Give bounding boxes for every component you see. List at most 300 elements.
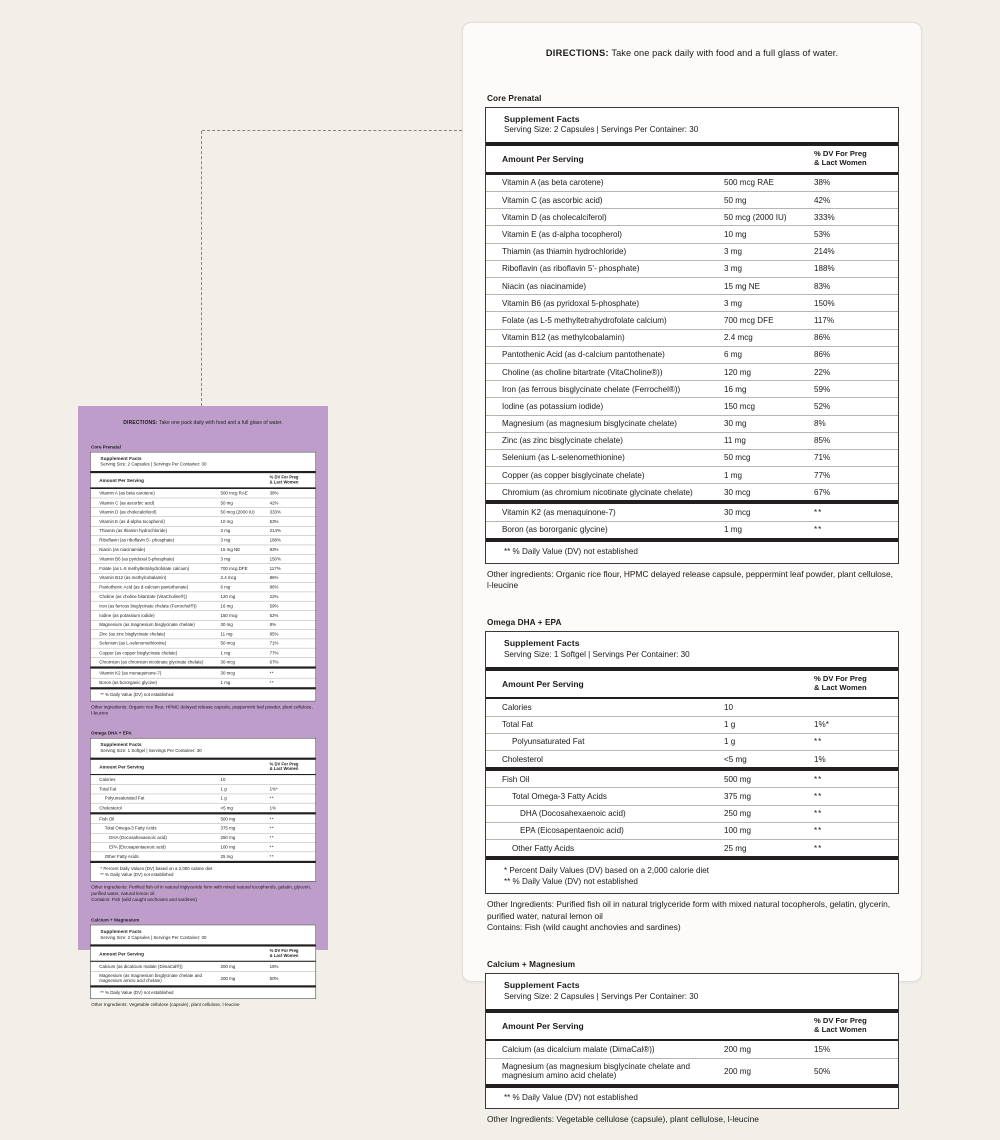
nutrient-amount: 120 mg [219, 592, 268, 601]
nutrient-daily-value [812, 699, 898, 716]
nutrient-name: Vitamin D (as cholecalciferol) [91, 507, 220, 516]
nutrient-amount: 50 mg [219, 498, 268, 507]
nutrient-daily-value: 8% [269, 620, 316, 629]
nutrient-amount: 30 mcg [220, 670, 236, 676]
facts-footnotes-1 [486, 860, 898, 892]
directions-label: DIRECTIONS: [545, 48, 609, 58]
table-row [486, 1041, 898, 1058]
nutrient-amount: 15 mg NE [219, 545, 268, 554]
nutrient-table-2 [486, 1041, 898, 1083]
nutrient-daily-value: 86% [812, 329, 898, 346]
nutrient-name: Other Fatty Acids [91, 852, 220, 861]
nutrient-name: Pantothenic Acid (as d-calcium pantothenate) [91, 583, 220, 592]
table-row [486, 363, 898, 380]
nutrient-name: Fish Oil [502, 774, 530, 784]
serving-info: Serving Size: 2 Capsules | Servings Per Container: 30 [504, 125, 699, 135]
supplement-facts-table-2 [485, 973, 899, 1109]
nutrient-name: Thiamin (as thiamin hydrochloride) [91, 526, 220, 535]
directions-text: DIRECTIONS: Take one pack daily with food and a full glass of water. [123, 419, 283, 426]
nutrient-name: Iron (as ferrous bisglycinate chelate (Ferrochel®)) [91, 601, 220, 610]
nutrient-table-secondary-0 [91, 669, 316, 687]
table-row [91, 639, 316, 648]
nutrient-daily-value: ** [812, 521, 898, 538]
supplement-facts-table-1 [90, 738, 316, 881]
table-row [91, 833, 316, 842]
nutrient-name: Magnesium (as magnesium bisglycinate chelate and magnesium amino acid chelate) [486, 1058, 722, 1084]
nutrient-name: Calcium (as dicalcium malate (DimaCal®)) [99, 963, 183, 969]
nutrient-daily-value: 38% [814, 178, 831, 188]
nutrient-name: Total Fat [91, 784, 220, 793]
footnote: ** % Daily Value (DV) not established [100, 990, 174, 996]
nutrient-amount: 1 g [722, 733, 812, 750]
nutrient-daily-value: 150% [269, 554, 316, 563]
nutrient-daily-value: 42% [269, 498, 316, 507]
column-spacer [722, 1013, 812, 1039]
nutrient-name: Vitamin A (as beta carotene) [99, 490, 155, 496]
section-title-0: Core Prenatal [487, 93, 542, 103]
section-title-1: Omega DHA + EPA [91, 731, 132, 737]
nutrient-amount: 16 mg [219, 601, 268, 610]
nutrient-daily-value: 333% [269, 507, 316, 516]
nutrient-name: Magnesium (as magnesium bisglycinate chelate) [486, 415, 722, 432]
nutrient-name: Vitamin B12 (as methylcobalamin) [486, 329, 722, 346]
nutrient-name: Pantothenic Acid (as d-calcium pantothenate) [486, 346, 722, 363]
nutrient-amount: 120 mg [722, 363, 812, 380]
column-amount-per-serving: Amount Per Serving [502, 154, 584, 165]
supplement-label-sheet-thumb [78, 406, 328, 1016]
nutrient-daily-value [269, 775, 316, 784]
facts-title: Supplement Facts [100, 455, 142, 462]
nutrient-amount: 200 mg [724, 1044, 751, 1054]
column-amount-per-serving: Amount Per Serving [502, 678, 584, 689]
nutrient-name: Vitamin E (as d-alpha tocopherol) [486, 226, 722, 243]
footnote: * Percent Daily Values (DV) based on a 2,000 calorie diet [100, 866, 213, 871]
nutrient-amount: 700 mcg DFE [722, 312, 812, 329]
nutrient-amount: 6 mg [722, 346, 812, 363]
nutrient-amount: 1 g [219, 794, 268, 803]
nutrient-table-secondary-1 [91, 815, 316, 861]
section-title-1: Omega DHA + EPA [487, 618, 562, 628]
table-row [91, 611, 316, 620]
nutrient-name: Calories [502, 703, 532, 713]
nutrient-name: Iron (as ferrous bisglycinate chelate (Ferrochel®)) [486, 381, 722, 398]
table-row [486, 750, 898, 767]
table-row [91, 573, 316, 582]
nutrient-daily-value: 85% [812, 432, 898, 449]
nutrient-daily-value: 86% [269, 583, 316, 592]
nutrient-amount: <5 mg [722, 750, 812, 767]
nutrient-name: Magnesium (as magnesium bisglycinate chelate and magnesium amino acid chelate) [91, 971, 220, 985]
table-row [91, 784, 316, 793]
nutrient-daily-value: 67% [812, 484, 898, 501]
nutrient-table-head-2 [91, 946, 316, 960]
nutrient-daily-value: 1% [269, 803, 316, 812]
nutrient-daily-value: 188% [269, 536, 316, 545]
nutrient-daily-value: 83% [812, 278, 898, 295]
table-row [486, 260, 898, 277]
nutrient-amount: 375 mg [219, 824, 268, 833]
nutrient-amount: 3 mg [219, 536, 268, 545]
nutrient-daily-value: ** [269, 678, 316, 687]
table-row [91, 507, 316, 516]
table-row [486, 381, 898, 398]
nutrient-amount: 50 mcg (2000 IU) [722, 209, 812, 226]
callout-connector-horizontal [202, 130, 462, 131]
nutrient-amount: 100 mg [722, 822, 812, 839]
nutrient-table-1 [91, 775, 316, 812]
nutrient-daily-value: ** [814, 774, 823, 784]
nutrient-table-head-1 [91, 760, 316, 774]
nutrient-amount: 1 g [219, 784, 268, 793]
facts-header-1 [486, 632, 898, 667]
nutrient-daily-value: ** [812, 839, 898, 856]
nutrient-name: Zinc (as zinc bisglycinate chelate) [91, 629, 220, 638]
column-daily-value: % DV For Preg & Lact Women [814, 673, 867, 692]
facts-footnotes-2 [486, 1088, 898, 1109]
nutrient-amount: 200 mg [220, 963, 236, 969]
nutrient-name: Vitamin B6 (as pyridoxal 5-phosphate) [486, 295, 722, 312]
nutrient-name: Calcium (as dicalcium malate (DimaCal®)) [502, 1044, 655, 1054]
facts-header-2 [91, 925, 316, 944]
nutrient-daily-value: 85% [269, 629, 316, 638]
table-row [91, 498, 316, 507]
facts-header-0 [91, 452, 316, 471]
nutrient-name: Calories [99, 777, 116, 783]
table-header-row [91, 760, 316, 774]
nutrient-name: Choline (as choline bitartrate (VitaCholine®)) [91, 592, 220, 601]
column-spacer [722, 146, 812, 172]
other-ingredients-0: Other ingredients: Organic rice flour, HPMC delayed release capsule, peppermint leaf powder, plant cellulose, l-leucine [91, 703, 313, 716]
nutrient-amount: 1 mg [722, 521, 812, 538]
table-header-row [91, 473, 316, 487]
table-row [91, 601, 316, 610]
supplement-label-sheet-main [463, 23, 921, 1140]
table-row [486, 839, 898, 856]
nutrient-daily-value: 86% [812, 346, 898, 363]
column-spacer [219, 473, 268, 487]
footnote: ** % Daily Value (DV) not established [100, 692, 174, 698]
nutrient-name: Folate (as L-5 methyltetrahydrofolate calcium) [486, 312, 722, 329]
nutrient-amount: 11 mg [219, 629, 268, 638]
table-row [486, 415, 898, 432]
table-row [91, 815, 316, 824]
nutrient-daily-value: ** [814, 508, 823, 518]
nutrient-amount: 30 mcg [724, 508, 751, 518]
nutrient-daily-value: 38% [269, 490, 279, 496]
nutrient-amount: <5 mg [219, 803, 268, 812]
table-row [486, 432, 898, 449]
nutrient-name: Polyunsaturated Fat [486, 733, 722, 750]
table-row [486, 398, 898, 415]
nutrient-daily-value: 117% [269, 564, 316, 573]
nutrient-name: Choline (as choline bitartrate (VitaCholine®)) [486, 363, 722, 380]
nutrient-daily-value: 52% [812, 398, 898, 415]
nutrient-name: Iodine (as potassium iodide) [91, 611, 220, 620]
nutrient-amount: 30 mcg [219, 658, 268, 667]
table-row [486, 226, 898, 243]
directions-text: DIRECTIONS: Take one pack daily with food and a full glass of water. [545, 48, 839, 58]
table-row [486, 771, 898, 788]
nutrient-amount: 50 mcg [722, 449, 812, 466]
table-row [486, 484, 898, 501]
nutrient-daily-value: 50% [812, 1058, 898, 1084]
nutrient-amount: 10 [220, 777, 226, 783]
other-ingredients-2: Other Ingredients: Vegetable cellulose (capsule), plant cellulose, l-leucine [91, 1001, 240, 1008]
nutrient-amount: 6 mg [219, 583, 268, 592]
nutrient-name: Copper (as copper bisglycinate chelate) [91, 648, 220, 657]
facts-header-2 [486, 974, 898, 1009]
serving-info: Serving Size: 1 Softgel | Servings Per Container: 30 [504, 650, 690, 659]
nutrient-name: Chromium (as chromium nicotinate glycinate chelate) [486, 484, 722, 501]
facts-footnotes-0 [91, 689, 316, 700]
nutrient-amount: 250 mg [722, 805, 812, 822]
nutrient-daily-value: 77% [812, 467, 898, 484]
nutrient-daily-value: 59% [269, 601, 316, 610]
nutrient-amount: 375 mg [722, 788, 812, 805]
table-row [486, 822, 898, 839]
thumbnail-label-content [78, 406, 328, 1008]
facts-title: Supplement Facts [504, 113, 580, 124]
nutrient-daily-value: ** [269, 852, 316, 861]
nutrient-name: Cholesterol [91, 803, 220, 812]
table-row [91, 545, 316, 554]
footnote: ** % Daily Value (DV) not established [100, 872, 174, 878]
footnote: ** % Daily Value (DV) not established [504, 547, 638, 557]
nutrient-amount: 30 mg [219, 620, 268, 629]
table-row [91, 775, 316, 784]
nutrient-name: Folate (as L-5 methyltetrahydrofolate calcium) [91, 564, 220, 573]
table-row [486, 312, 898, 329]
table-row [91, 803, 316, 812]
nutrient-amount: 16 mg [722, 381, 812, 398]
table-row [486, 209, 898, 226]
nutrient-name: Chromium (as chromium nicotinate glycinate chelate) [91, 658, 220, 667]
nutrient-table-head-0 [91, 473, 316, 487]
nutrient-table-secondary-0 [486, 504, 898, 537]
nutrient-name: Selenium (as L-selenomethionine) [91, 639, 220, 648]
table-row [91, 592, 316, 601]
supplement-facts-table-0 [485, 107, 899, 564]
table-row [91, 824, 316, 833]
nutrient-daily-value: ** [269, 833, 316, 842]
column-amount-per-serving: Amount Per Serving [502, 1020, 584, 1031]
column-spacer [722, 671, 812, 697]
nutrient-amount: 1 mg [219, 648, 268, 657]
table-row [91, 620, 316, 629]
section-title-2: Calcium + Magnesium [487, 960, 576, 970]
footnote: ** % Daily Value (DV) not established [504, 1093, 638, 1103]
nutrient-name: Vitamin D (as cholecalciferol) [486, 209, 722, 226]
nutrient-name: Niacin (as niacinamide) [486, 278, 722, 295]
nutrient-daily-value: 77% [269, 648, 316, 657]
nutrient-daily-value: 59% [812, 381, 898, 398]
nutrient-daily-value: 42% [812, 192, 898, 209]
serving-info: Serving Size: 2 Capsules | Servings Per Container: 30 [504, 991, 699, 1001]
nutrient-daily-value: 22% [812, 363, 898, 380]
nutrient-amount: 30 mg [722, 415, 812, 432]
facts-footnotes-2 [91, 987, 316, 998]
callout-connector-vertical [201, 131, 202, 406]
facts-header-1 [91, 739, 316, 758]
table-row [486, 449, 898, 466]
nutrient-name: Riboflavin (as riboflavin 5'- phosphate) [486, 260, 722, 277]
nutrient-amount: 150 mcg [219, 611, 268, 620]
table-row [486, 716, 898, 733]
thumbnail-preview-panel[interactable] [78, 406, 328, 1008]
serving-info: Serving Size: 2 Capsules | Servings Per Container: 30 [100, 461, 207, 467]
nutrient-amount: 50 mg [722, 192, 812, 209]
table-row [486, 504, 898, 521]
table-row [91, 526, 316, 535]
table-row [91, 962, 316, 971]
table-header-row [91, 946, 316, 960]
table-row [91, 794, 316, 803]
nutrient-amount: 25 mg [219, 852, 268, 861]
facts-header-0 [486, 108, 898, 143]
column-amount-per-serving: Amount Per Serving [99, 950, 144, 957]
nutrient-table-1 [486, 699, 898, 767]
nutrient-name: Vitamin A (as beta carotene) [502, 178, 604, 188]
nutrient-amount: 10 [724, 703, 734, 713]
table-row [486, 521, 898, 538]
facts-title: Supplement Facts [100, 928, 142, 935]
table-row [91, 629, 316, 638]
serving-info: Serving Size: 1 Softgel | Servings Per Container: 30 [100, 748, 202, 754]
table-row [91, 971, 316, 985]
facts-footnotes-1 [91, 863, 316, 881]
nutrient-daily-value: 1%* [812, 716, 898, 733]
nutrient-daily-value: 15% [814, 1044, 831, 1054]
nutrient-table-2 [91, 962, 316, 985]
table-row [486, 346, 898, 363]
nutrient-table-0 [486, 175, 898, 501]
column-daily-value: % DV For Preg & Lact Women [269, 761, 299, 772]
nutrient-daily-value: 214% [812, 243, 898, 260]
nutrient-name: Vitamin B6 (as pyridoxal 5-phosphate) [91, 554, 220, 563]
table-row [91, 678, 316, 687]
table-row [91, 852, 316, 861]
table-row [486, 733, 898, 750]
nutrient-amount: 500 mg [724, 774, 751, 784]
nutrient-daily-value: ** [812, 822, 898, 839]
table-row [486, 1058, 898, 1084]
nutrient-name: Thiamin (as thiamin hydrochloride) [486, 243, 722, 260]
footnote: * Percent Daily Values (DV) based on a 2,000 calorie diet [504, 865, 710, 875]
table-row [486, 278, 898, 295]
column-daily-value: % DV For Preg & Lact Women [269, 475, 299, 485]
table-row [486, 805, 898, 822]
column-amount-per-serving: Amount Per Serving [99, 764, 144, 770]
nutrient-daily-value: 150% [812, 295, 898, 312]
nutrient-name: Vitamin E (as d-alpha tocopherol) [91, 517, 220, 526]
table-row [486, 467, 898, 484]
nutrient-name: Cholesterol [486, 750, 722, 767]
nutrient-amount: 1 g [722, 716, 812, 733]
nutrient-amount: 150 mcg [722, 398, 812, 415]
nutrient-name: Boron (as bororganic glycine) [486, 521, 722, 538]
nutrient-daily-value: 117% [812, 312, 898, 329]
nutrient-daily-value: ** [812, 733, 898, 750]
nutrient-daily-value: 53% [812, 226, 898, 243]
nutrient-amount: 500 mcg RAE [724, 178, 774, 188]
table-header-row [486, 146, 898, 172]
nutrient-amount: 1 mg [219, 678, 268, 687]
facts-footnotes-0 [486, 542, 898, 563]
supplement-facts-table-2 [90, 925, 316, 999]
nutrient-daily-value: 71% [269, 639, 316, 648]
supplement-facts-table-1 [485, 631, 899, 893]
nutrient-daily-value: 188% [812, 260, 898, 277]
table-row [486, 699, 898, 716]
table-row [486, 243, 898, 260]
nutrient-daily-value: ** [812, 788, 898, 805]
nutrient-amount: 30 mcg [722, 484, 812, 501]
nutrient-daily-value: ** [269, 816, 275, 822]
nutrient-table-head-1 [486, 671, 898, 697]
nutrient-name: Zinc (as zinc bisglycinate chelate) [486, 432, 722, 449]
facts-title: Supplement Facts [504, 638, 580, 649]
nutrient-amount: 500 mg [220, 816, 236, 822]
nutrient-daily-value: 50% [269, 971, 316, 985]
table-row [91, 648, 316, 657]
other-ingredients-1: Other Ingredients: Purified fish oil in natural triglyceride form with mixed natural tocopherols, gelatin, glycerin, purified water, natural lemon oil Contains: Fish (wild caught anchovies and sardines) [91, 884, 312, 903]
nutrient-table-secondary-1 [486, 771, 898, 856]
table-row [91, 489, 316, 498]
nutrient-name: Total Fat [486, 716, 722, 733]
nutrient-amount: 3 mg [219, 526, 268, 535]
table-row [486, 329, 898, 346]
nutrient-daily-value: ** [269, 794, 316, 803]
nutrient-name: EPA (Eicosapentaenoic acid) [486, 822, 722, 839]
nutrient-daily-value: ** [269, 670, 275, 676]
nutrient-name: DHA (Docosahexaenoic acid) [486, 805, 722, 822]
serving-info: Serving Size: 2 Capsules | Servings Per Container: 30 [100, 935, 207, 940]
nutrient-daily-value: 71% [812, 449, 898, 466]
nutrient-name: DHA (Docosahexaenoic acid) [91, 833, 220, 842]
other-ingredients-0: Other ingredients: Organic rice flour, HPMC delayed release capsule, peppermint leaf powder, plant cellulose, l-leucine [487, 568, 893, 591]
nutrient-name: Niacin (as niacinamide) [91, 545, 220, 554]
nutrient-name: Magnesium (as magnesium bisglycinate chelate) [91, 620, 220, 629]
table-row [91, 564, 316, 573]
nutrient-name: Other Fatty Acids [486, 839, 722, 856]
nutrient-table-head-2 [486, 1013, 898, 1039]
other-ingredients-2: Other Ingredients: Vegetable cellulose (capsule), plant cellulose, l-leucine [487, 1114, 759, 1125]
column-daily-value: % DV For Preg & Lact Women [814, 149, 867, 168]
nutrient-name: Vitamin K2 (as menaquinone-7) [502, 508, 616, 518]
nutrient-amount: 10 mg [722, 226, 812, 243]
nutrient-amount: 3 mg [722, 260, 812, 277]
nutrient-amount: 3 mg [722, 295, 812, 312]
nutrient-amount: 500 mcg RAE [220, 490, 248, 496]
facts-title: Supplement Facts [100, 742, 142, 748]
nutrient-daily-value: ** [269, 842, 316, 851]
nutrient-amount: 200 mg [722, 1058, 812, 1084]
nutrient-table-0 [91, 489, 316, 667]
nutrient-amount: 250 mg [219, 833, 268, 842]
nutrient-amount: 11 mg [722, 432, 812, 449]
table-row [486, 295, 898, 312]
nutrient-daily-value: 83% [269, 545, 316, 554]
table-row [91, 554, 316, 563]
table-header-row [486, 1013, 898, 1039]
nutrient-amount: 3 mg [722, 243, 812, 260]
table-row [91, 669, 316, 678]
nutrient-name: Total Omega-3 Fatty Acids [486, 788, 722, 805]
supplement-facts-table-0 [90, 452, 316, 701]
nutrient-daily-value: 52% [269, 611, 316, 620]
nutrient-amount: 2.4 mcg [722, 329, 812, 346]
nutrient-amount: 700 mcg DFE [219, 564, 268, 573]
